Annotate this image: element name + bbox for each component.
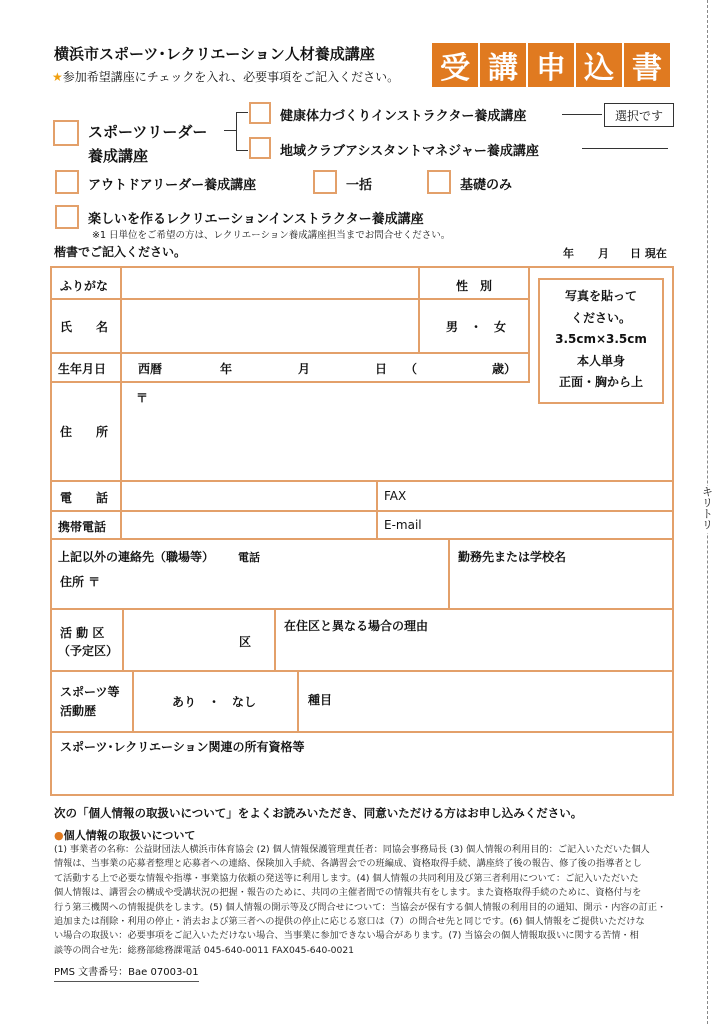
furigana-label: ふりがな (60, 279, 109, 293)
privacy-line-8: 談等の問合せ先：総務部総務課電話 045-640-0011 FAX045-640-0021 (54, 944, 355, 956)
alt-phone-label: 電話 (238, 551, 260, 564)
fax-label: FAX (384, 489, 407, 503)
birth-year-label: 年 (220, 362, 233, 376)
selection-note-box: 選択です (604, 103, 674, 127)
qualifications-label: スポーツ･レクリエーション関連の所有資格等 (60, 740, 305, 754)
alt-address-label: 住所 〒 (60, 575, 101, 589)
furigana-input[interactable] (124, 271, 416, 296)
mobile-label: 携帯電話 (58, 520, 107, 534)
email-input[interactable] (430, 513, 670, 536)
privacy-line-3: て活動する上で必要な情報や指導・事業協力依頼の発送等に利用します。(4) 個人情報の共同利用及び第三者利用について：ご記入いただいた (54, 872, 639, 884)
reason-input[interactable] (280, 634, 668, 668)
date-day-current-label: 日 現在 (630, 247, 667, 260)
sports-leader-label-line2: 養成講座 (88, 147, 149, 165)
bracket-top (236, 112, 248, 113)
activity-area-label-2: （予定区） (58, 644, 119, 658)
privacy-agree-text: 次の「個人情報の取扱いについて」をよくお読みいただき、同意いただける方はお申し込みください。 (54, 806, 583, 820)
reason-label: 在住区と異なる場合の理由 (284, 619, 429, 633)
contact-workplace-divider (448, 538, 450, 608)
sport-type-input[interactable] (340, 674, 668, 728)
gender-column-divider (418, 268, 420, 352)
postal-mark: 〒 (136, 391, 149, 405)
photo-size: 3.5cm×3.5cm (555, 332, 647, 346)
cut-line-label (698, 486, 716, 533)
ward-label: 区 (239, 635, 252, 649)
photo-instruction-3: 本人単身 (576, 353, 625, 368)
row-divider (52, 298, 530, 300)
bulk-label: 一括 (346, 178, 373, 193)
photo-placeholder (538, 278, 664, 404)
row-divider (52, 670, 672, 672)
name-label: 氏 名 (60, 320, 109, 334)
recreation-instructor-checkbox[interactable] (55, 205, 79, 229)
day-unit-note: ※1 日単位をご希望の方は、レクリエーション養成講座担当までお問合せください。 (92, 230, 451, 241)
sports-type-divider (297, 670, 299, 731)
date-year-label: 年 (563, 247, 574, 260)
sports-leader-label-line1: スポーツリーダー (88, 123, 208, 141)
email-label: E-mail (384, 518, 422, 532)
sports-label-divider (132, 670, 134, 731)
bullet-icon: ● (54, 829, 64, 842)
row-divider (52, 538, 672, 540)
club-manager-checkbox[interactable] (249, 137, 271, 159)
block-print-instruction: 楷書でご記入ください。 (54, 245, 187, 259)
form-title-char-3: 申 (528, 43, 574, 87)
sports-history-yes-no[interactable]: あり ・ なし (172, 695, 257, 709)
birthdate-label: 生年月日 (58, 362, 107, 376)
privacy-line-2: 情報は、当事業の応募者整理と応募者への連絡、保険加入手続、各講習会での班編成、資格取得手続、講座終了後の報告、修了後の指導者とし (54, 858, 642, 870)
privacy-line-6: 追加または削除・利用の停止・消去および第三者への提供の停止に応じる窓口は（7）の問合せ先と同じです。(6) 個人情報をご提供いただけな (54, 916, 645, 928)
instruction-text (52, 68, 399, 85)
birth-day-label: 日 (375, 362, 388, 376)
row-divider (52, 381, 530, 383)
gender-options[interactable]: 男 ・ 女 (446, 320, 507, 334)
privacy-line-5: 行う第三機関への情報提供をします。(5) 個人情報の開示等及び問合せについて：当協会が保有する個人情報の利用目的の通知、開示・内容の訂正・ (54, 901, 667, 913)
recreation-instructor-label: 楽しいを作るレクリエーションインストラクター養成講座 (88, 212, 424, 227)
bracket-bottom (236, 150, 248, 151)
mobile-input[interactable] (124, 513, 374, 536)
seireki-label: 西暦 (138, 362, 163, 376)
label-column-divider (120, 268, 122, 538)
workplace-label: 勤務先または学校名 (458, 550, 567, 564)
privacy-line-1: (1) 事業者の名称：公益財団法人横浜市体育協会 (2) 個人情報保護管理責任者：同協会事務局長 (3) 個人情報の利用目的：ご記入いただいた個人 (54, 844, 650, 855)
address-label: 住 所 (60, 425, 109, 439)
row-divider (52, 510, 672, 512)
sports-history-label-1: スポーツ等 (60, 685, 120, 699)
phone-fax-divider (376, 480, 378, 538)
row-divider (52, 480, 672, 482)
form-title-char-4: 込 (576, 43, 622, 87)
star-icon: ★ (52, 70, 63, 84)
selection-connector-top (562, 114, 602, 115)
privacy-body (54, 843, 686, 958)
row-divider (52, 352, 530, 354)
activity-area-input[interactable] (126, 612, 236, 668)
phone-label: 電 話 (60, 491, 109, 505)
bracket-vertical (236, 112, 237, 150)
organization-title: 横浜市スポーツ･レクリエーション人材養成講座 (54, 45, 375, 63)
cut-line-text: キリトリ (700, 486, 714, 530)
privacy-heading (54, 827, 195, 843)
club-manager-label: 地域クラブアシスタントマネジャー養成講座 (280, 144, 539, 159)
age-open-paren: （ (405, 362, 418, 376)
photo-column-divider (528, 268, 530, 382)
bracket-stem (224, 130, 236, 131)
form-title-char-2: 講 (480, 43, 526, 87)
pms-document-number: PMS 文書番号：Bae 07003-01 (54, 963, 199, 982)
basic-only-checkbox[interactable] (427, 170, 451, 194)
selection-connector-bottom (582, 148, 668, 149)
form-title-char-5: 書 (624, 43, 670, 87)
privacy-line-7: い場合の取扱い：必要事項をご記入いただけない場合、当事業に参加できない場合があります。(7) 当協会の個人情報取扱いに関する苦情・相 (54, 930, 639, 942)
date-month-label: 月 (598, 247, 609, 260)
sports-history-label-2: 活動歴 (60, 704, 97, 718)
health-instructor-checkbox[interactable] (249, 102, 271, 124)
qualifications-input[interactable] (56, 756, 668, 792)
address-input[interactable] (124, 385, 524, 477)
sport-type-label: 種目 (308, 693, 333, 707)
form-title-char-1: 受 (432, 43, 478, 87)
health-instructor-label: 健康体力づくりインストラクター養成講座 (280, 109, 527, 124)
activity-label-divider (122, 608, 124, 670)
birth-month-label: 月 (298, 362, 311, 376)
name-input[interactable] (124, 302, 416, 350)
age-label: 歳） (492, 362, 517, 376)
phone-input[interactable] (124, 483, 374, 508)
row-divider (52, 608, 672, 610)
basic-only-label: 基礎のみ (460, 178, 513, 193)
instruction-label: 参加希望講座にチェックを入れ、必要事項をご記入ください。 (62, 70, 400, 84)
photo-instruction-4: 正面・胸から上 (558, 375, 643, 389)
photo-instruction-1: 写真を貼って (564, 289, 637, 303)
workplace-input[interactable] (452, 566, 668, 606)
gender-label: 性 別 (456, 279, 493, 293)
activity-area-label-1: 活 動 区 (60, 626, 105, 640)
alt-contact-label: 上記以外の連絡先（職場等） (58, 550, 215, 564)
bulk-checkbox[interactable] (313, 170, 337, 194)
outdoor-leader-checkbox[interactable] (55, 170, 79, 194)
activity-reason-divider (274, 608, 276, 670)
sports-leader-checkbox[interactable] (53, 120, 79, 146)
row-divider (52, 731, 672, 733)
privacy-heading-text: 個人情報の取扱いについて (63, 829, 196, 842)
privacy-line-4: 個人情報は、講習会の構成や受講状況の把握・報告のために、共同の主催者間での情報共有をします。また資格取得手続のために、資格付与を (54, 887, 642, 899)
outdoor-leader-label: アウトドアリーダー養成講座 (88, 178, 257, 193)
fax-input[interactable] (420, 483, 670, 508)
photo-instruction-2: ください。 (570, 310, 631, 325)
